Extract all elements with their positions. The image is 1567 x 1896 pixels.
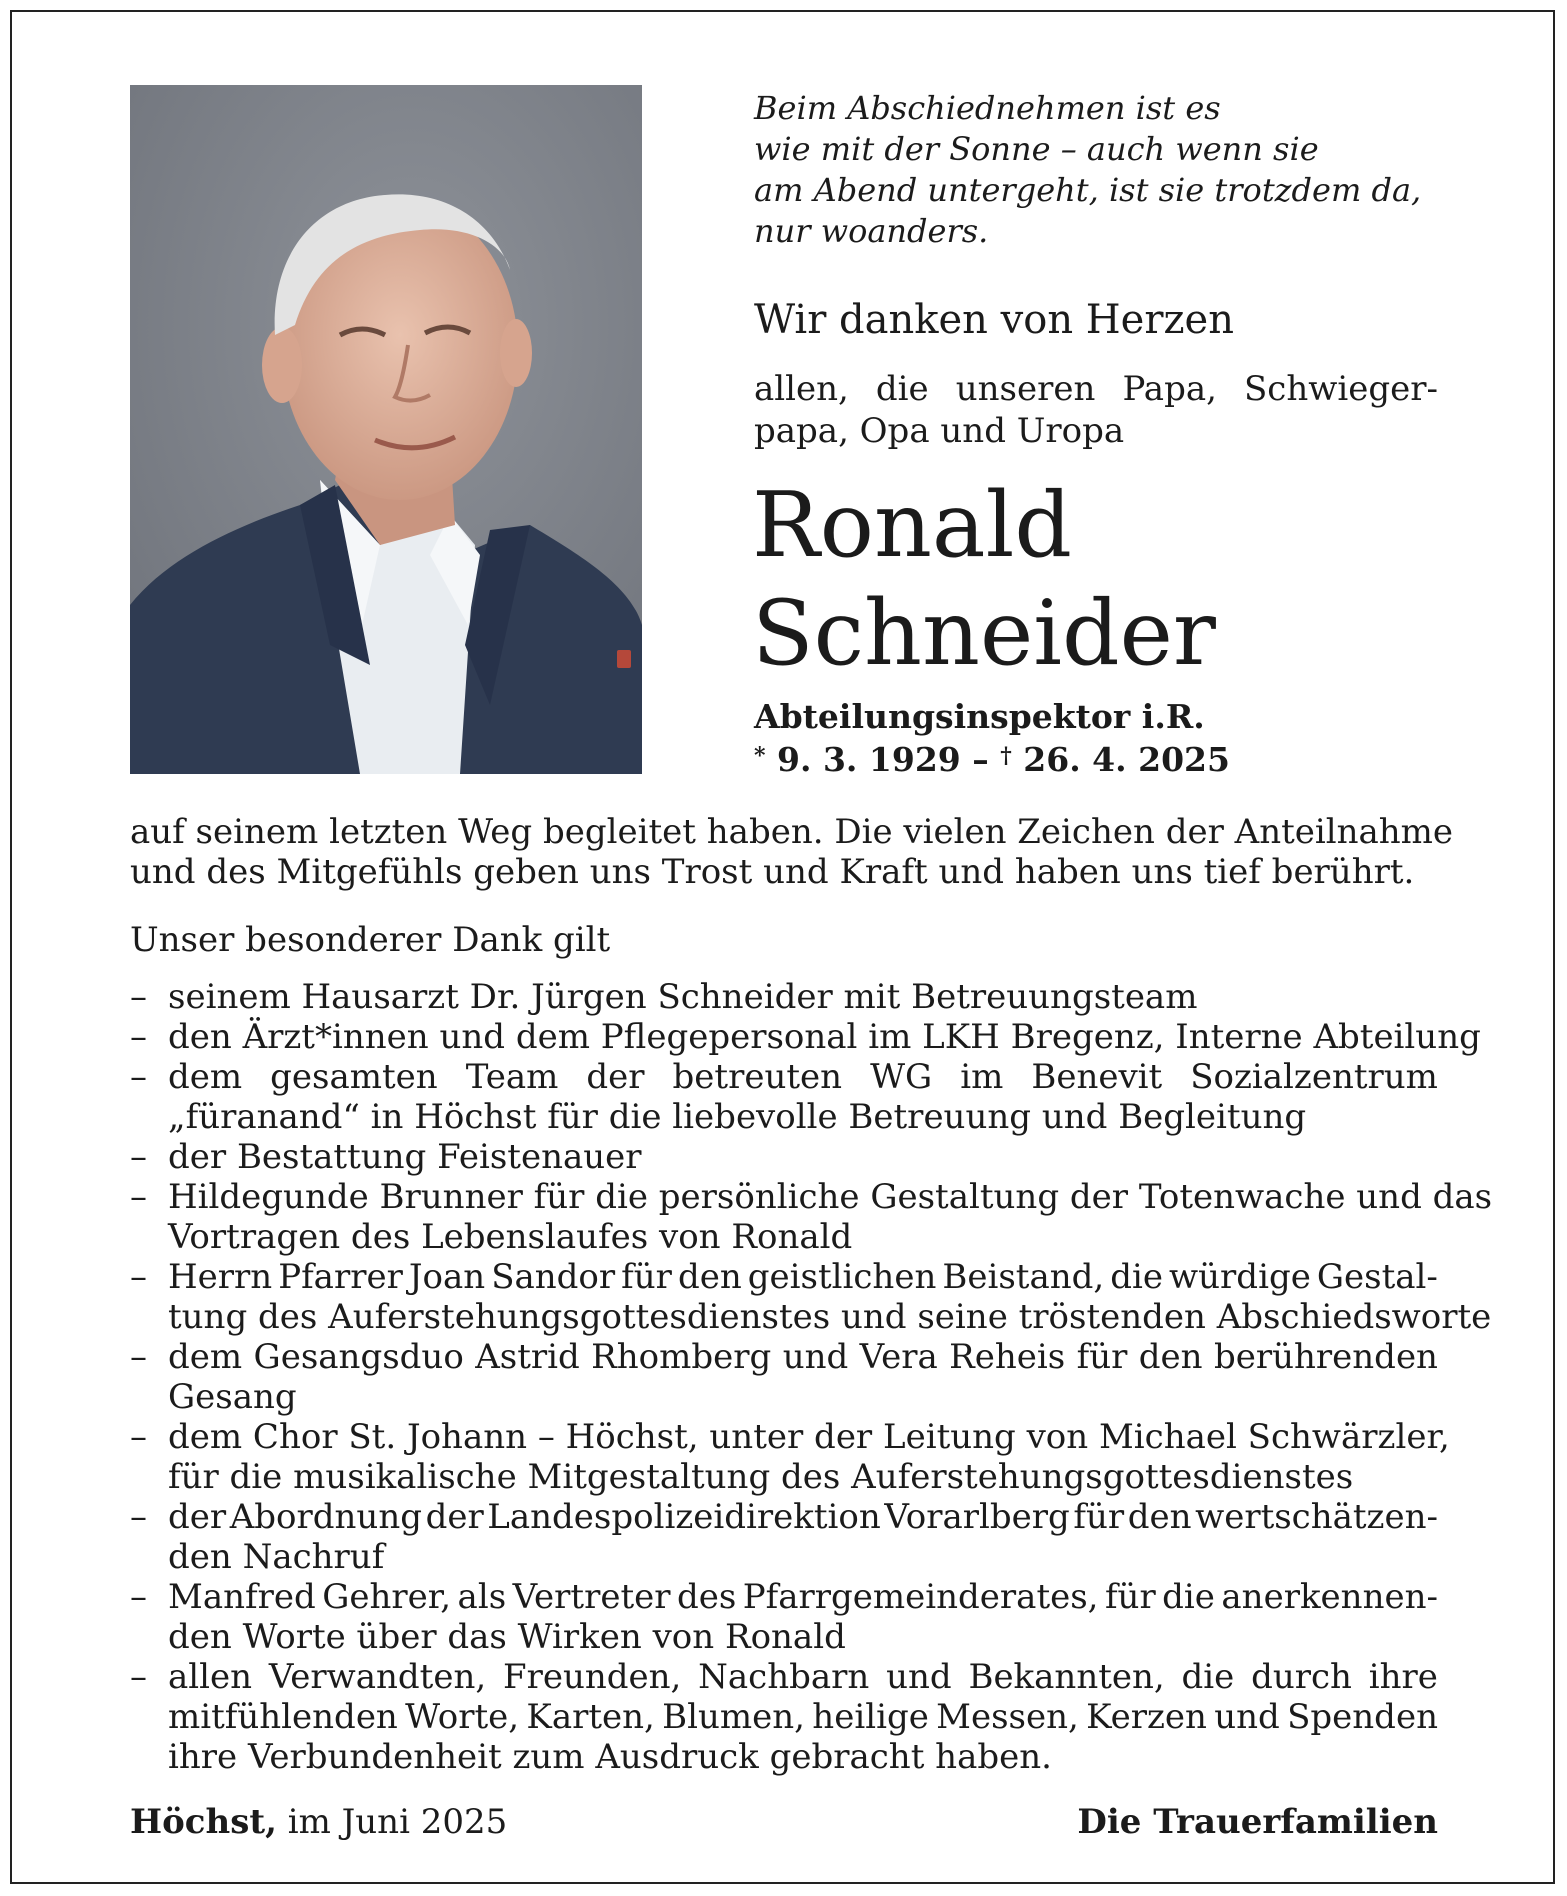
thanks-list-word: Gehrer, (322, 1577, 452, 1617)
thanks-list-line (168, 1577, 1438, 1617)
quote-line: nur woanders. (754, 212, 989, 250)
thanks-list-item (130, 1057, 1438, 1137)
thanks-list-word: Verwandten, (268, 1657, 487, 1697)
thanks-list-item (130, 1657, 1438, 1777)
thanks-list-word: und (886, 1657, 952, 1697)
thanks-list-word: Sandor (491, 1257, 616, 1297)
thanks-list-word: die (1181, 1657, 1235, 1697)
intro-line-2: papa, Opa und Uropa (754, 411, 1125, 451)
thanks-list-line: ihre Verbundenheit zum Ausdruck gebracht haben. (168, 1737, 1052, 1777)
list-dash: – (130, 1137, 147, 1177)
thanks-list-word: den (1138, 1337, 1203, 1377)
intro-word: die (875, 369, 929, 409)
thanks-list-word: Joan (408, 1257, 486, 1297)
thanks-list-line (168, 1337, 1438, 1377)
thanks-list-word: WG (870, 1057, 933, 1097)
body-line: und des Mitgefühls geben uns Trost und Kraft und haben uns tief berührt. (130, 852, 1415, 892)
thanks-list-word: Landespolizeidirektion (487, 1497, 881, 1537)
thanks-list-word: Messen, (936, 1697, 1079, 1737)
thanks-list-word: Astrid (475, 1337, 580, 1377)
thanks-list-line (168, 1657, 1438, 1697)
date-separator: – (972, 740, 989, 779)
thanks-list-line: „füranand“ in Höchst für die liebevolle Betreuung und Begleitung (168, 1097, 1307, 1137)
thanks-list-word: Benevit (1031, 1057, 1163, 1097)
birth-date: 9. 3. 1929 (777, 740, 961, 779)
thanks-list-word: Rhomberg (591, 1337, 772, 1377)
thanks-list-line (168, 1497, 1438, 1537)
thanks-list-line (168, 1697, 1438, 1737)
list-dash: – (130, 1177, 147, 1217)
thanks-list-line: den Nachruf (168, 1537, 385, 1577)
thanks-list-word: und (1214, 1697, 1280, 1737)
thanks-list-word: betreuten (672, 1057, 843, 1097)
thanks-list-word: Blumen, (662, 1697, 805, 1737)
thanks-list-line: seinem Hausarzt Dr. Jürgen Schneider mit Betreuungsteam (168, 977, 1198, 1017)
list-dash: – (130, 1337, 147, 1377)
death-symbol: † (1000, 743, 1012, 769)
footer-place: Höchst, (130, 1802, 277, 1842)
list-dash: – (130, 1057, 147, 1097)
quote-line: Beim Abschiednehmen ist es (754, 89, 1221, 127)
thanks-list-line: tung des Auferstehungsgottesdienstes und seine tröstenden Abschiedsworte (168, 1297, 1492, 1337)
thanks-list-word: Manfred (168, 1577, 316, 1617)
thanks-list-line: den Ärzt*innen und dem Pflegepersonal im LKH Bregenz, Interne Abteilung (168, 1017, 1481, 1057)
thanks-list-word: anerkennen- (1221, 1577, 1438, 1617)
thanks-list-word: Vertreter (512, 1577, 671, 1617)
thanks-list-word: den (1127, 1497, 1192, 1537)
thanks-list-word: und (782, 1337, 849, 1377)
special-thanks-heading: Unser besonderer Dank gilt (130, 920, 611, 960)
thanks-list-word: Gesangsduo (253, 1337, 464, 1377)
life-dates (754, 740, 1230, 780)
thanks-list-item (130, 1017, 1481, 1057)
thanks-list-line: den Worte über das Wirken von Ronald (168, 1617, 846, 1657)
thanks-list-word: dem (168, 1057, 243, 1097)
thanks-list-line (168, 1057, 1438, 1097)
thanks-list-word: berührenden (1213, 1337, 1438, 1377)
thanks-list-line: dem Chor St. Johann – Höchst, unter der Leitung von Michael Schwärzler, (168, 1417, 1450, 1457)
thanks-list-word: Freunden, (502, 1657, 682, 1697)
list-dash: – (130, 1657, 147, 1697)
thanks-list-word: Sozialzentrum (1190, 1057, 1438, 1097)
thanks-heading: Wir danken von Herzen (754, 297, 1234, 343)
thanks-list-word: der (425, 1497, 484, 1537)
thanks-list-word: Bekannten, (968, 1657, 1165, 1697)
thanks-list-word: für (1076, 1337, 1128, 1377)
list-dash: – (130, 977, 147, 1017)
thanks-list-word: Worte, (405, 1697, 520, 1737)
list-dash: – (130, 1497, 147, 1537)
thanks-list-word: Nachbarn (698, 1657, 870, 1697)
thanks-list-word: Vorarlberg (884, 1497, 1070, 1537)
first-name: Ronald (752, 473, 1072, 578)
portrait-photo (130, 85, 642, 774)
thanks-list-word: für (1073, 1497, 1125, 1537)
quote-line: wie mit der Sonne – auch wenn sie (754, 130, 1319, 168)
thanks-list-word: als (457, 1577, 507, 1617)
thanks-list-word: des (676, 1577, 737, 1617)
deceased-title: Abteilungsinspektor i.R. (754, 697, 1205, 736)
thanks-list-word: Gestal- (1316, 1257, 1438, 1297)
intro-text (754, 368, 1438, 452)
thanks-list-word: Spenden (1287, 1697, 1438, 1737)
footer-place-date (130, 1802, 507, 1842)
list-dash: – (130, 1257, 147, 1297)
thanks-list-word: allen (168, 1657, 253, 1697)
thanks-list-line: der Bestattung Feistenauer (168, 1137, 642, 1177)
quote (754, 88, 1474, 252)
last-name: Schneider (752, 581, 1216, 686)
thanks-list-item (130, 1257, 1492, 1337)
thanks-list-word: die (1110, 1257, 1164, 1297)
thanks-list-word: wertschätzen- (1195, 1497, 1438, 1537)
thanks-list-word: Herrn (168, 1257, 273, 1297)
body-text (130, 812, 1454, 892)
quote-line: am Abend untergeht, ist sie trotzdem da, (754, 171, 1422, 209)
thanks-list-word: im (960, 1057, 1004, 1097)
death-date: 26. 4. 2025 (1023, 740, 1230, 779)
thanks-list-word: Karten, (526, 1697, 655, 1737)
intro-word: Papa, (1122, 369, 1217, 409)
body-line: auf seinem letzten Weg begleitet haben. Die vielen Zeichen der Anteilnahme (130, 812, 1454, 852)
footer-date: im Juni 2025 (287, 1802, 508, 1842)
thanks-list-word: Pfarrer (278, 1257, 403, 1297)
thanks-list-word: heilige (812, 1697, 929, 1737)
thanks-list-word: der (168, 1497, 227, 1537)
thanks-list-word: der (586, 1057, 645, 1097)
thanks-list-item (130, 1137, 1438, 1177)
thanks-list-word: Reheis (949, 1337, 1066, 1377)
thanks-list-word: den (677, 1257, 742, 1297)
intro-line-1 (754, 368, 1438, 410)
footer-signature: Die Trauerfamilien (1077, 1802, 1438, 1842)
thanks-list-word: Team (465, 1057, 559, 1097)
thanks-list-word: mitfühlenden (168, 1697, 398, 1737)
portrait-image (130, 85, 642, 774)
thanks-list-word: würdige (1169, 1257, 1311, 1297)
thanks-list-item (130, 1337, 1438, 1417)
thanks-list-line: für die musikalische Mitgestaltung des Auferstehungsgottesdienstes (168, 1457, 1354, 1497)
intro-word: unseren (955, 369, 1096, 409)
thanks-list-word: ihre (1368, 1657, 1438, 1697)
thanks-list-item (130, 1577, 1438, 1657)
intro-word: Schwieger- (1243, 369, 1438, 409)
thanks-list-word: die (1162, 1577, 1215, 1617)
birth-symbol: * (754, 743, 766, 769)
thanks-list-word: für (1104, 1577, 1156, 1617)
thanks-list-word: Kerzen (1086, 1697, 1207, 1737)
thanks-list-item (130, 977, 1438, 1017)
list-dash: – (130, 1017, 147, 1057)
deceased-name (752, 472, 1216, 688)
thanks-list-item (130, 1497, 1438, 1577)
thanks-list-word: Vera (859, 1337, 938, 1377)
thanks-list-line (168, 1257, 1438, 1297)
list-dash: – (130, 1417, 147, 1457)
thanks-list-word: Abordnung (229, 1497, 422, 1537)
thanks-list-word: Pfarrgemeinderates, (742, 1577, 1099, 1617)
thanks-list-item (130, 1417, 1450, 1497)
intro-word: allen, (754, 369, 849, 409)
thanks-list-word: gesamten (270, 1057, 438, 1097)
thanks-list-word: dem (168, 1337, 243, 1377)
thanks-list-word: geistlichen (747, 1257, 937, 1297)
thanks-list-word: durch (1251, 1657, 1352, 1697)
list-dash: – (130, 1577, 147, 1617)
thanks-list-line: Hildegunde Brunner für die persönliche Gestaltung der Totenwache und das (168, 1177, 1493, 1217)
thanks-list-line: Vortragen des Lebenslaufes von Ronald (168, 1217, 853, 1257)
thanks-list (130, 977, 1493, 1777)
thanks-list-item (130, 1177, 1493, 1257)
thanks-list-word: für (621, 1257, 672, 1297)
thanks-list-line: Gesang (168, 1377, 297, 1417)
thanks-list-word: Beistand, (942, 1257, 1105, 1297)
